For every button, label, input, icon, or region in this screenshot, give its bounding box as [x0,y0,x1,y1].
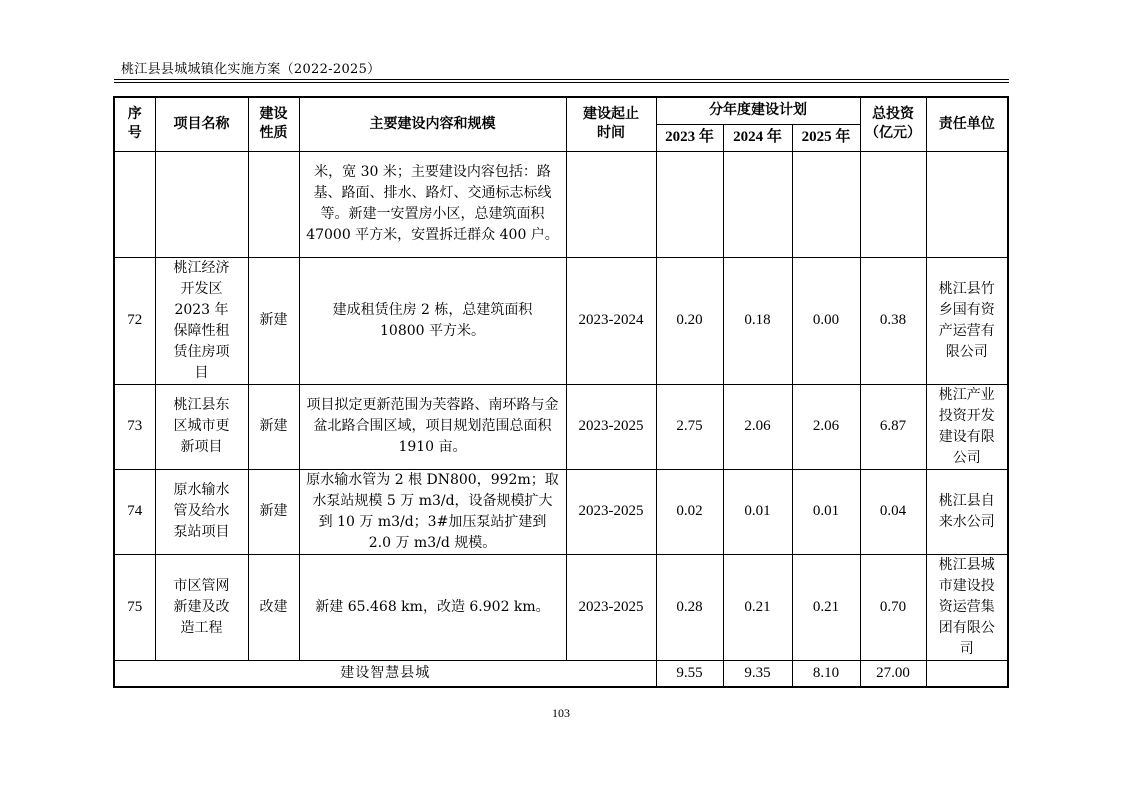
cell-seq: 72 [114,257,155,384]
table-row [114,384,1008,469]
project-table [113,96,1009,688]
cell-name: 市区管网新建及改造工程 [155,554,248,660]
cell-content: 米，宽 30 米；主要建设内容包括：路基、路面、排水、路灯、交通标志标线等。新建一安置房小区，总建筑面积 47000 平方米，安置拆迁群众 400 户。 [299,151,566,257]
cell-total: 0.70 [860,554,926,660]
header-annual-plan: 分年度建设计划 [656,97,860,124]
subtotal-row [114,660,1008,687]
header-year-2024: 2024 年 [723,124,792,151]
cell-total: 0.04 [860,469,926,554]
subtotal-total: 27.00 [860,660,926,687]
cell-nature: 新建 [248,384,299,469]
cell-content: 新建 65.468 km，改造 6.902 km。 [299,554,566,660]
header-seq: 序号 [114,97,155,151]
cell-name: 桃江经济开发区 2023 年保障性租赁住房项目 [155,257,248,384]
header-name: 项目名称 [155,97,248,151]
cell-nature: 新建 [248,469,299,554]
cell-nature: 改建 [248,554,299,660]
cell-period: 2023-2025 [566,554,656,660]
cell-seq [114,151,155,257]
cell-2024: 0.18 [723,257,792,384]
cell-2023: 0.02 [656,469,723,554]
table-row [114,554,1008,660]
cell-nature [248,151,299,257]
cell-period: 2023-2024 [566,257,656,384]
page-number: 103 [552,706,570,720]
cell-content: 项目拟定更新范围为芙蓉路、南环路与金盆北路合围区域，项目规划范围总面积 1910 亩。 [299,384,566,469]
header-content: 主要建设内容和规模 [299,97,566,151]
header-rule [114,79,1009,80]
cell-name: 原水输水管及给水泵站项目 [155,469,248,554]
cell-unit: 桃江产业投资开发建设有限公司 [926,384,1008,469]
cell-seq: 74 [114,469,155,554]
table-row [114,469,1008,554]
cell-unit: 桃江县竹乡国有资产运营有限公司 [926,257,1008,384]
subtotal-unit [926,660,1008,687]
cell-period: 2023-2025 [566,384,656,469]
cell-unit: 桃江县城市建设投资运营集团有限公司 [926,554,1008,660]
header-unit: 责任单位 [926,97,1008,151]
cell-name: 桃江县东区城市更新项目 [155,384,248,469]
cell-2025: 0.00 [792,257,860,384]
header-year-2025: 2025 年 [792,124,860,151]
cell-total: 6.87 [860,384,926,469]
cell-unit: 桃江县自来水公司 [926,469,1008,554]
cell-nature: 新建 [248,257,299,384]
cell-period: 2023-2025 [566,469,656,554]
cell-content: 建成租赁住房 2 栋，总建筑面积 10800 平方米。 [299,257,566,384]
subtotal-2023: 9.55 [656,660,723,687]
cell-2025: 0.01 [792,469,860,554]
cell-seq: 73 [114,384,155,469]
cell-2023: 2.75 [656,384,723,469]
header-rule-secondary [114,82,1009,83]
cell-total [860,151,926,257]
cell-2023 [656,151,723,257]
cell-2023: 0.20 [656,257,723,384]
cell-seq: 75 [114,554,155,660]
subtotal-2024: 9.35 [723,660,792,687]
subtotal-2025: 8.10 [792,660,860,687]
cell-2025 [792,151,860,257]
cell-unit [926,151,1008,257]
cell-period [566,151,656,257]
subtotal-label: 建设智慧县城 [114,660,656,687]
cell-2025: 2.06 [792,384,860,469]
cell-2025: 0.21 [792,554,860,660]
header-year-2023: 2023 年 [656,124,723,151]
cell-2024: 2.06 [723,384,792,469]
cell-total: 0.38 [860,257,926,384]
header-title: 桃江县县城城镇化实施方案（2022-2025） [121,62,381,77]
cell-2023: 0.28 [656,554,723,660]
cell-name [155,151,248,257]
header-period: 建设起止时间 [566,97,656,151]
cell-2024: 0.01 [723,469,792,554]
header-total: 总投资（亿元） [860,97,926,151]
cell-2024: 0.21 [723,554,792,660]
cell-2024 [723,151,792,257]
header-nature: 建设性质 [248,97,299,151]
table-row-continuation [114,151,1008,257]
cell-content: 原水输水管为 2 根 DN800，992m；取水泵站规模 5 万 m3/d，设备规模扩大到 10 万 m3/d；3#加压泵站扩建到 2.0 万 m3/d 规模。 [299,469,566,554]
table-row [114,257,1008,384]
